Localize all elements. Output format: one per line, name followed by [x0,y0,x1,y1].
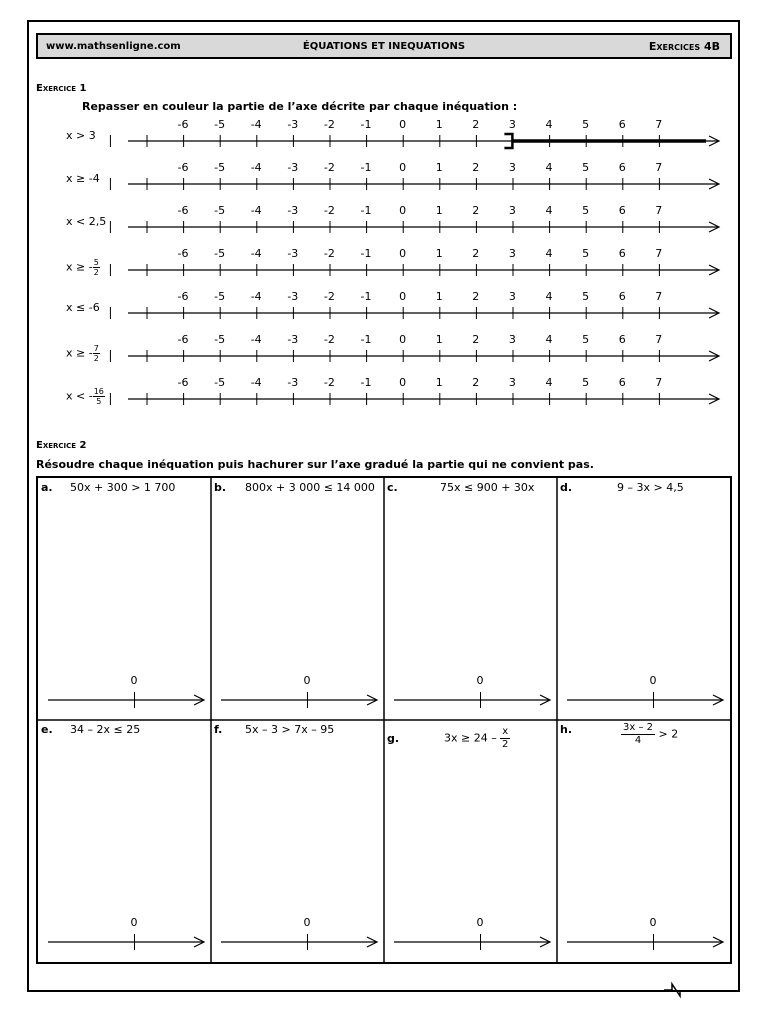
tick-label: 4 [545,161,553,174]
tick-label: -1 [360,290,372,303]
tick-label: -5 [214,247,226,260]
tick-label: 1 [435,333,443,346]
cell-inequality: 3x ≥ 24 – $\frac{x}{2}$ [444,726,509,750]
tick-label: -2 [323,161,335,174]
exercise-cell[interactable] [557,478,730,720]
tick-label: 2 [472,333,480,346]
tick-label: 3 [508,161,516,174]
tick-label: 0 [399,247,407,260]
cell-letter: a. [41,481,53,494]
tick-label: 1 [435,161,443,174]
tick-label: -3 [287,333,299,346]
tick-label: -5 [214,333,226,346]
cell-axis [557,720,730,962]
exercise-cell[interactable] [384,478,557,720]
cell-letter: c. [387,481,398,494]
tick-label: 4 [545,290,553,303]
tick-label: -6 [177,204,189,217]
tick-label: 0 [399,333,407,346]
cell-inequality: $\frac{3x - 2}{4}$ > 2 [623,722,679,746]
inequality-text: x > 3 [66,129,96,142]
cell-inequality: 9 – 3x > 4,5 [617,481,684,494]
tick-label: 2 [472,290,480,303]
cell-inequality: 75x ≤ 900 + 30x [440,481,535,494]
exercise1-instruction: Repasser en couleur la partie de l’axe décrite par chaque inéquation : [82,100,518,113]
inequality-text: x < - [66,389,93,403]
tick-label: 1 [435,376,443,389]
cell-inequality: 34 – 2x ≤ 25 [70,723,141,736]
cell-letter: h. [560,723,573,736]
cell-letter: d. [560,481,573,494]
axis-zero-label: 0 [476,674,484,687]
tick-label: 5 [582,376,590,389]
site-url: www.mathsenligne.com [46,41,181,52]
inequality-text: x < 2,5 [66,215,107,228]
tick-label: 4 [545,333,553,346]
tick-label: -3 [287,376,299,389]
tick-label: -2 [323,290,335,303]
tick-label: 3 [508,333,516,346]
tick-label: -3 [287,204,299,217]
tick-label: 0 [399,118,407,131]
cell-axis [211,478,384,720]
tick-label: -5 [214,161,226,174]
cell-axis [211,720,384,962]
tick-label: -5 [214,290,226,303]
tick-label: -4 [250,290,262,303]
tick-label: 7 [655,376,663,389]
tick-label: 7 [655,118,663,131]
tick-label: 4 [545,118,553,131]
cell-axis [38,478,211,720]
exercise-cell[interactable] [384,720,557,962]
tick-label: -4 [250,118,262,131]
tick-label: -4 [250,247,262,260]
cell-axis [384,720,557,962]
tick-label: -5 [214,204,226,217]
exercise-cell[interactable] [38,478,211,720]
tick-label: 6 [618,247,626,260]
tick-label: -4 [250,204,262,217]
tick-label: 6 [618,333,626,346]
tick-label: 5 [582,247,590,260]
tick-label: 6 [618,376,626,389]
tick-label: 1 [435,118,443,131]
tick-label: 2 [472,376,480,389]
inequality-fraction: $\frac{3x - 2}{4}$ [623,722,653,746]
inequality-text: x ≥ - [66,346,93,360]
tick-label: -2 [323,118,335,131]
tick-label: -2 [323,247,335,260]
exercise1-title: Exercice 1 [36,83,87,94]
tick-label: -6 [177,118,189,131]
tick-label: 3 [508,290,516,303]
tick-label: 0 [399,161,407,174]
tick-label: 5 [582,118,590,131]
tick-label: -5 [214,376,226,389]
tick-label: 2 [472,247,480,260]
exercise2-grid [36,476,732,964]
tick-label: -4 [250,376,262,389]
tick-label: 3 [508,204,516,217]
tick-label: -6 [177,376,189,389]
tick-label: 6 [618,204,626,217]
axis-zero-label: 0 [303,674,311,687]
tick-label: 7 [655,204,663,217]
tick-label: 4 [545,247,553,260]
tick-label: 2 [472,118,480,131]
tick-label: 5 [582,161,590,174]
cell-letter: e. [41,723,53,736]
tick-label: 1 [435,247,443,260]
cell-axis [384,478,557,720]
tick-label: -3 [287,247,299,260]
inequality-text: x ≥ - [66,260,93,274]
tick-label: -1 [360,333,372,346]
tick-label: 1 [435,204,443,217]
tick-label: 2 [472,161,480,174]
cell-axis [557,478,730,720]
cell-axis [38,720,211,962]
tick-label: -1 [360,204,372,217]
tick-label: 6 [618,118,626,131]
tick-label: -1 [360,118,372,131]
tick-label: -2 [323,204,335,217]
tick-label: 5 [582,290,590,303]
tick-label: 7 [655,247,663,260]
exercise-cell[interactable] [557,720,730,962]
exercise2-title: Exercice 2 [36,440,87,451]
exercise-cell[interactable] [38,720,211,962]
tick-label: -3 [287,118,299,131]
axis-zero-label: 0 [130,674,138,687]
cell-inequality: 50x + 300 > 1 700 [70,481,176,494]
tick-label: -1 [360,376,372,389]
tick-label: 4 [545,204,553,217]
inequality-fraction: $\frac{5}{2}$ [93,258,99,277]
tick-label: 0 [399,290,407,303]
tick-label: 7 [655,290,663,303]
tick-label: 3 [508,376,516,389]
tick-label: -1 [360,247,372,260]
tick-label: 7 [655,161,663,174]
exercise2-instruction: Résoudre chaque inéquation puis hachurer sur l’axe gradué la partie qui ne convient pas. [36,458,594,471]
cell-inequality: 5x – 3 > 7x – 95 [245,723,335,736]
tick-label: 3 [508,118,516,131]
header-code: Exercices 4B [648,40,720,53]
tick-label: -6 [177,333,189,346]
tick-label: -4 [250,333,262,346]
inequality-fraction: $\frac{x}{2}$ [501,726,509,750]
inequality-fraction: $\frac{16}{5}$ [93,387,104,406]
axis-zero-label: 0 [649,916,657,929]
axis-zero-label: 0 [476,916,484,929]
tick-label: -4 [250,161,262,174]
tick-label: -1 [360,161,372,174]
tick-label: 4 [545,376,553,389]
axis-zero-label: 0 [303,916,311,929]
inequality-fraction: $\frac{7}{2}$ [93,344,99,363]
axis-zero-label: 0 [130,916,138,929]
tick-label: -6 [177,161,189,174]
cell-letter: b. [214,481,227,494]
tick-label: 3 [508,247,516,260]
cell-letter: g. [387,732,400,745]
tick-label: -3 [287,161,299,174]
cell-inequality: 800x + 3 000 ≤ 14 000 [245,481,375,494]
tick-label: 0 [399,204,407,217]
tick-label: 5 [582,204,590,217]
tick-label: -3 [287,290,299,303]
cell-letter: f. [214,723,223,736]
tick-label: -2 [323,376,335,389]
axis-zero-label: 0 [649,674,657,687]
tick-label: 6 [618,290,626,303]
tick-label: 0 [399,376,407,389]
page-turn-mark [664,984,680,996]
tick-label: 6 [618,161,626,174]
tick-label: -2 [323,333,335,346]
tick-label: 2 [472,204,480,217]
tick-label: -6 [177,290,189,303]
exercise-cell[interactable] [211,720,384,962]
exercise-cell[interactable] [211,478,384,720]
tick-label: 1 [435,290,443,303]
tick-label: -6 [177,247,189,260]
tick-label: 5 [582,333,590,346]
tick-label: -5 [214,118,226,131]
header-title: ÉQUATIONS ET INEQUATIONS [302,41,466,52]
tick-label: 7 [655,333,663,346]
inequality-text: x ≥ -4 [66,172,100,185]
inequality-text: x ≤ -6 [66,301,100,314]
